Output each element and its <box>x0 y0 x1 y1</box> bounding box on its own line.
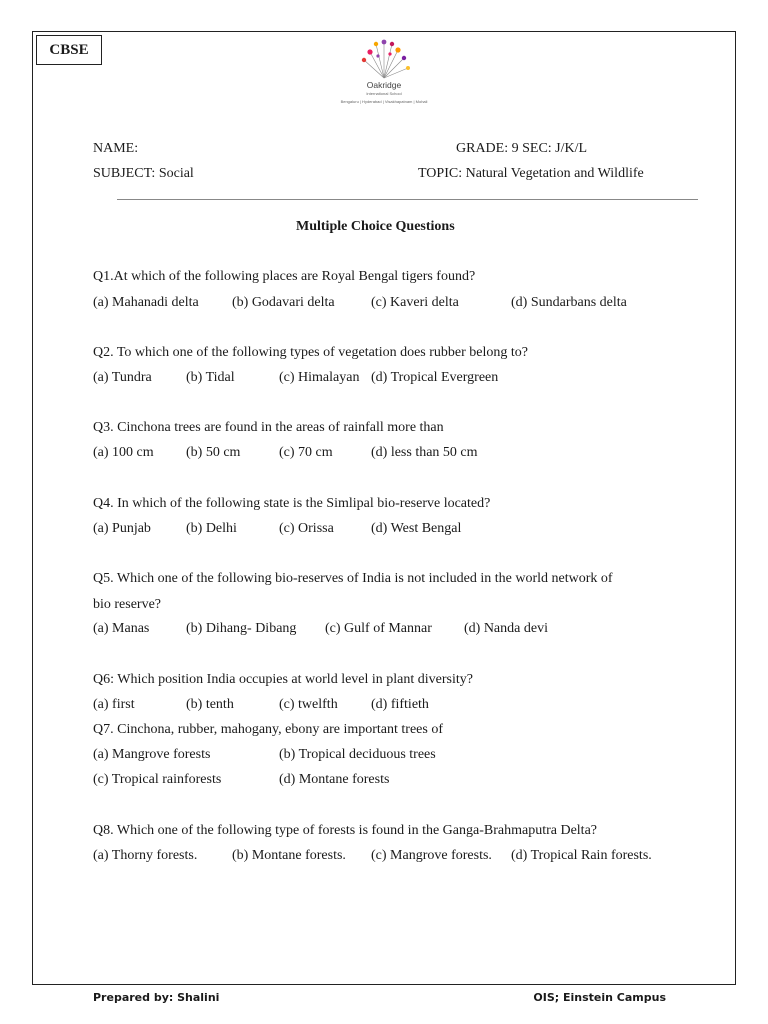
option: (b) Delhi <box>186 521 237 536</box>
option: (d) Nanda devi <box>464 621 548 636</box>
option: (c) Gulf of Mannar <box>325 621 432 636</box>
option: (a) Mangrove forests <box>93 747 211 762</box>
option: (c) Mangrove forests. <box>371 848 492 863</box>
header-divider <box>117 199 698 200</box>
option: (a) first <box>93 697 135 712</box>
question-text: Q3. Cinchona trees are found in the areas of rainfall more than <box>93 420 444 435</box>
logo-mark-icon <box>334 38 434 80</box>
option: (d) Tropical Rain forests. <box>511 848 652 863</box>
footer-prepared-by: Prepared by: Shalini <box>93 991 220 1004</box>
option: (d) less than 50 cm <box>371 445 478 460</box>
option: (d) West Bengal <box>371 521 462 536</box>
name-label: NAME: <box>93 141 139 156</box>
logo-subtitle: International School <box>366 91 402 96</box>
option: (d) fiftieth <box>371 697 429 712</box>
option: (a) Manas <box>93 621 150 636</box>
option: (a) Mahanadi delta <box>93 295 199 310</box>
question-text: Q4. In which of the following state is the Simlipal bio-reserve located? <box>93 496 491 511</box>
school-logo <box>334 38 434 110</box>
question-text: Q1.At which of the following places are Royal Bengal tigers found? <box>93 269 476 284</box>
option: (c) twelfth <box>279 697 338 712</box>
board-label: CBSE <box>49 41 89 58</box>
question-text: Q7. Cinchona, rubber, mahogany, ebony are important trees of <box>93 722 443 737</box>
question-text: Q6: Which position India occupies at world level in plant diversity? <box>93 672 473 687</box>
subject-label: SUBJECT: Social <box>93 166 194 181</box>
question-text: Q2. To which one of the following types of vegetation does rubber belong to? <box>93 345 528 360</box>
logo-school-name: Oakridge <box>366 80 402 90</box>
option: (b) Tropical deciduous trees <box>279 747 436 762</box>
option: (d) Montane forests <box>279 772 390 787</box>
option: (b) Godavari delta <box>232 295 335 310</box>
option: (b) 50 cm <box>186 445 241 460</box>
question-text: Q8. Which one of the following type of forests is found in the Ganga-Brahmaputra Delta? <box>93 823 597 838</box>
option: (b) Montane forests. <box>232 848 346 863</box>
footer-campus: OIS; Einstein Campus <box>533 991 666 1004</box>
section-title: Multiple Choice Questions <box>296 219 455 234</box>
option: (d) Sundarbans delta <box>511 295 627 310</box>
option: (a) Punjab <box>93 521 151 536</box>
option: (d) Tropical Evergreen <box>371 370 499 385</box>
grade-label: GRADE: 9 SEC: J/K/L <box>456 141 588 156</box>
question-text-continued: bio reserve? <box>93 597 162 612</box>
option: (c) Tropical rainforests <box>93 772 222 787</box>
option: (c) Kaveri delta <box>371 295 459 310</box>
board-label-box <box>36 35 102 65</box>
option: (a) Thorny forests. <box>93 848 198 863</box>
option: (c) Himalayan <box>279 370 360 385</box>
option: (c) Orissa <box>279 521 334 536</box>
option: (a) Tundra <box>93 370 152 385</box>
option: (b) Dihang- Dibang <box>186 621 297 636</box>
topic-label: TOPIC: Natural Vegetation and Wildlife <box>418 166 644 181</box>
logo-locations: Bengaluru | Hyderabad | Visakhapatnam | Mohali <box>340 99 428 104</box>
question-text: Q5. Which one of the following bio-reserves of India is not included in the world network of <box>93 571 613 586</box>
option: (b) tenth <box>186 697 234 712</box>
option: (b) Tidal <box>186 370 235 385</box>
option: (a) 100 cm <box>93 445 154 460</box>
option: (c) 70 cm <box>279 445 333 460</box>
